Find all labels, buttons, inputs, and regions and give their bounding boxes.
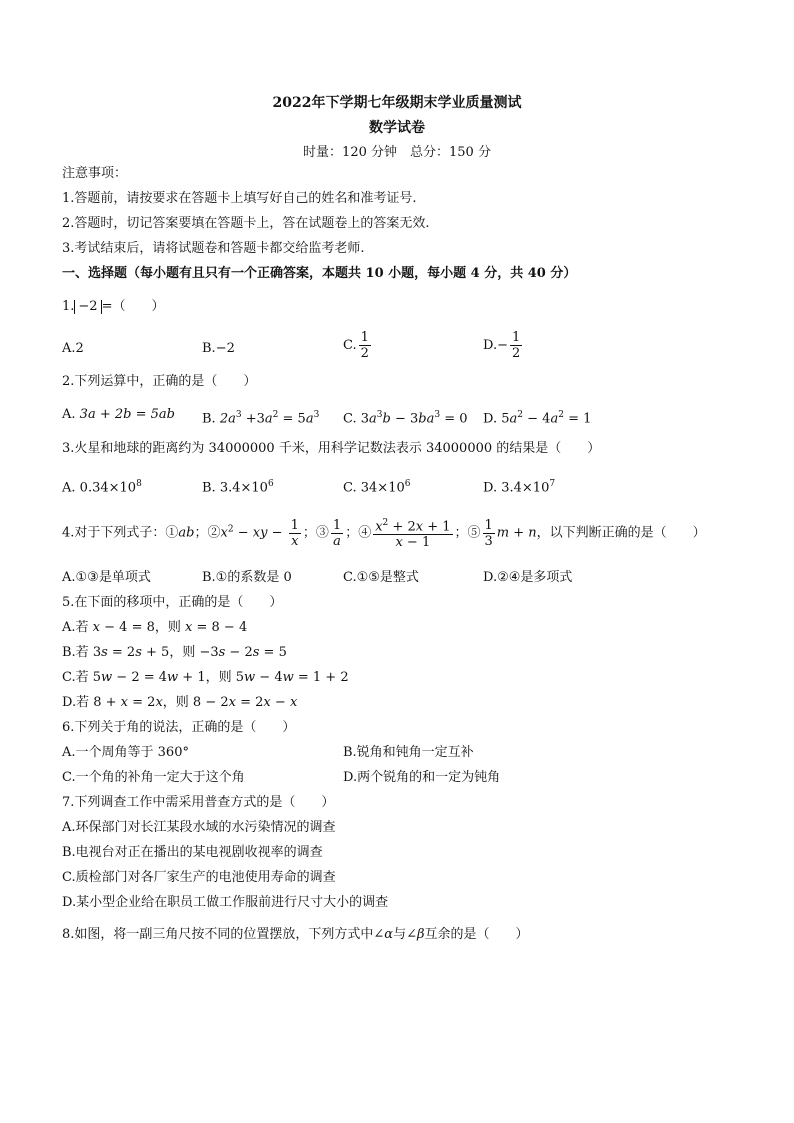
note-item-3: 3.考试结束后，请将试题卷和答题卡都交给监考老师. — [62, 241, 365, 256]
notes-heading: 注意事项： — [62, 166, 128, 181]
q4-option-a: A.①③是单项式 — [62, 570, 151, 585]
q5-option-d: D.若 8 + x = 2x，则 8 − 2x = 2x − x — [62, 695, 298, 710]
q3-option-d: D. $3.4\times 10^7$ — [483, 479, 556, 496]
q7-option-b: B.电视台对正在播出的某电视剧收视率的调查 — [62, 845, 323, 860]
note-item-2: 2.答题时，切记答案要填在答题卡上，答在试题卷上的答案无效. — [62, 216, 430, 231]
q6-option-a: A.一个周角等于 360° — [62, 745, 189, 760]
q6-option-b: B.锐角和钝角一定互补 — [343, 745, 474, 760]
q4-stem: 4.对于下列式子：①ab；$②x^2$ − xy − $\frac{1}{x}$ ；③ $\frac{1}{a}$ ；④ $\frac{x^2 + 2x + 1}{x - 1}$ ；⑤ $\frac{1}{3}$ m + n，以下判断正确的是（ ） — [62, 517, 706, 551]
q2-option-b: B. $2a^3 +3a^2 = 5a^3$ — [202, 410, 320, 427]
q4-option-c: C.①⑤是整式 — [343, 570, 419, 585]
q7-option-c: C.质检部门对各厂家生产的电池使用寿命的调查 — [62, 870, 336, 885]
q1-option-d: D.− $\frac{1}{2}$ — [483, 330, 521, 361]
q6-option-d: D.两个锐角的和一定为钝角 — [343, 770, 501, 785]
q3-stem: 3.火星和地球的距离约为 34000000 千米，用科学记数法表示 34000000 的结果是（ ） — [62, 441, 601, 456]
q3-option-a: A. $0.34\times 10^8$ — [62, 479, 142, 496]
note-item-1: 1.答题前，请按要求在答题卡上填写好自己的姓名和准考证号. — [62, 191, 417, 206]
q6-option-c: C.一个角的补角一定大于这个角 — [62, 770, 245, 785]
q1-option-c: C. $\frac{1}{2}$ — [343, 330, 369, 361]
q4-option-d: D.②④是多项式 — [483, 570, 573, 585]
q7-option-a: A.环保部门对长江某段水域的水污染情况的调查 — [62, 820, 336, 835]
q1-stem: 1. −2 =（ ） — [62, 299, 165, 314]
exam-subject: 数学试卷 — [369, 120, 425, 136]
exam-title: 2022年下学期七年级期末学业质量测试 — [272, 95, 522, 111]
q5-option-c: C.若 5w − 2 = 4w + 1，则 5w − 4w = 1 + 2 — [62, 670, 349, 685]
q2-stem: 2.下列运算中，正确的是（ ） — [62, 374, 257, 389]
q7-stem: 7.下列调查工作中需采用普查方式的是（ ） — [62, 795, 335, 810]
q7-option-d: D.某小型企业给在职员工做工作服前进行尺寸大小的调查 — [62, 895, 389, 910]
q6-stem: 6.下列关于角的说法，正确的是（ ） — [62, 720, 296, 735]
q5-option-a: A.若 x − 4 = 8，则 x = 8 − 4 — [62, 620, 248, 635]
q2-option-d: D. $5a^2 - 4a^2 = 1$ — [483, 410, 592, 427]
q4-option-b: B.①的系数是 0 — [202, 570, 292, 585]
q5-stem: 5.在下面的移项中，正确的是（ ） — [62, 595, 283, 610]
q3-option-c: C. $34\times 10^6$ — [343, 479, 411, 496]
q1-option-a: A.2 — [62, 341, 84, 356]
q2-option-c: C. $3a^3b - 3ba^3 = 0$ — [343, 410, 468, 427]
q8-stem: 8.如图，将一副三角尺按不同的位置摆放，下列方式中∠α与∠β互余的是（ ） — [62, 927, 529, 942]
section-1-heading: 一、选择题（每小题有且只有一个正确答案，本题共 10 小题，每小题 4 分，共 40 分） — [62, 266, 577, 281]
exam-time-info: 时量：120 分钟 总分：150 分 — [303, 145, 491, 160]
q1-option-b: B.−2 — [202, 341, 235, 356]
q2-option-a: A. 3a + 2b = 5ab — [62, 407, 175, 422]
q3-option-b: B. $3.4\times 10^6$ — [202, 479, 274, 496]
q5-option-b: B.若 3s = 2s + 5，则 −3s − 2s = 5 — [62, 645, 287, 660]
